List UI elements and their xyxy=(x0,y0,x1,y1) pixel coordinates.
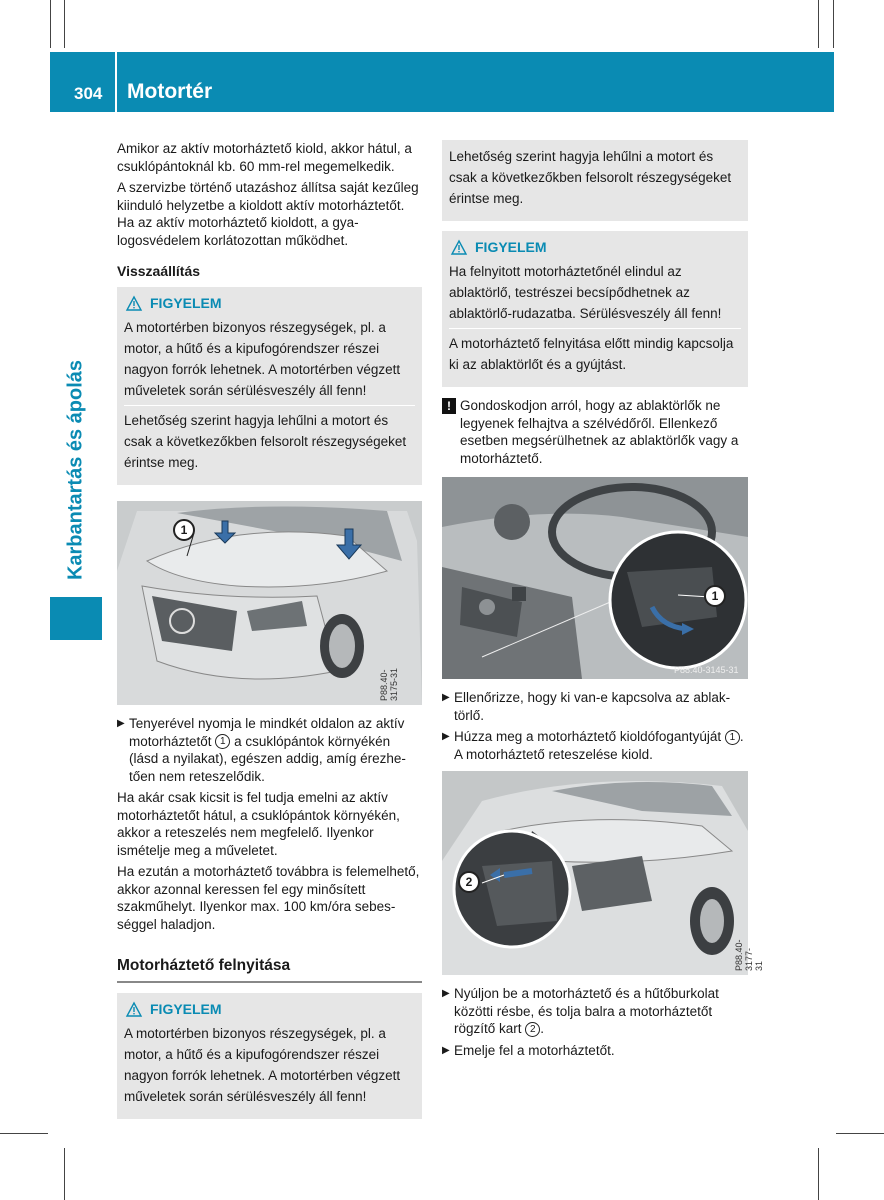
paragraph: Amikor az aktív motorháztető kiold, akkor hátul, a csuklópántoknál kb. 60 mm-rel megemelkedik. xyxy=(117,141,412,174)
figure-hood-lever xyxy=(442,771,764,975)
paragraph: Ha akár csak kicsit is fel tudja emelni az aktív motorháztetőt hátul, a csuklópántok környékén, akkor a reteszelés nem megfelelő. Ilyenkor ismételje meg a műveletet. xyxy=(117,790,400,858)
callout-2: 2 xyxy=(458,871,480,893)
chapter-tab xyxy=(50,340,102,640)
notice-text: Gondoskodjon arról, hogy az ablaktörlők ne legyenek felhajtva a szélvédőről. Ellenkező esetben megsérülhetnek az ablaktörlők vagy a motorháztető. xyxy=(460,398,739,466)
left-column xyxy=(117,140,422,1129)
callout-1: 1 xyxy=(173,519,195,541)
right-column xyxy=(442,140,764,1063)
page-number: 304 xyxy=(74,84,103,103)
instruction-step: ▶ Tenyerével nyomja le mindkét oldalon az aktív motorháztetőt 1 a csuklópántok környékén (lásd a nyilakat), egészen addig, amíg érezhetően nem reteszelődik. xyxy=(117,716,406,784)
figure-code: P88.40-3177-31 xyxy=(734,939,764,971)
page-title: Motortér xyxy=(127,80,213,103)
instruction-step: ▶ Húzza meg a motorháztető kioldófogantyúját 1 . xyxy=(442,729,744,744)
warning-text: Lehetőség szerint hagyja lehűlni a motort és csak a következőkben felsorolt részegységeket érintse meg. xyxy=(124,405,415,473)
figure-hood-press xyxy=(117,501,422,705)
reference-number: 1 xyxy=(215,734,230,749)
warning-box xyxy=(117,287,422,485)
warning-triangle-icon xyxy=(126,296,142,311)
warning-box xyxy=(442,231,748,387)
bullet-arrow-icon: ▶ xyxy=(442,731,450,742)
car-illustration xyxy=(442,771,748,975)
warning-title: FIGYELEM xyxy=(150,1001,222,1017)
crop-mark xyxy=(818,0,819,48)
figure-code: P88.40-3175-31 xyxy=(379,667,399,701)
bullet-arrow-icon: ▶ xyxy=(442,988,450,999)
warning-text: A motortérben bizonyos részegységek, pl. a motor, a hűtő és a kipufogórendszer részei nagyon forrók lehetnek. A motortérben végzett műveletek során sérülésveszély áll fenn! xyxy=(124,320,401,398)
warning-continuation-box xyxy=(442,140,748,221)
exclamation-icon: ! xyxy=(442,398,456,414)
crop-mark xyxy=(818,1148,819,1200)
crop-mark xyxy=(833,0,834,48)
car-illustration xyxy=(117,501,422,705)
crop-mark xyxy=(64,1148,65,1200)
bullet-arrow-icon: ▶ xyxy=(442,1044,450,1056)
warning-text: Ha felnyitott motorháztetőnél elindul az ablaktörlő, testrészei becsípődhetnek az ablaktörlő-rudazatba. Sérülésveszély áll fenn! xyxy=(449,264,722,321)
bullet-arrow-icon: ▶ xyxy=(117,718,125,729)
warning-text: A motorháztető felnyitása előtt mindig kapcsolja ki az ablaktörlőt és a gyújtást. xyxy=(449,328,741,375)
instruction-step: ▶ Nyúljon be a motorháztető és a hűtőburkolat közötti résbe, és tolja balra a motorháztetőt rögzítő kart 2 . xyxy=(442,986,719,1036)
paragraph: Ha ezután a motorháztető továbbra is felemelhető, akkor azonnal keressen fel egy minősített szakműhelyt. Ilyenkor max. 100 km/óra sebességgel haladjon. xyxy=(117,864,420,932)
crop-mark xyxy=(836,1133,884,1134)
warning-triangle-icon xyxy=(126,1002,142,1017)
crop-mark xyxy=(0,1133,48,1134)
section-heading-open-hood: Motorháztető felnyitása xyxy=(117,957,422,983)
instruction-step: ▶ Ellenőrizze, hogy ki van-e kapcsolva az ablaktörlő. xyxy=(442,690,731,723)
paragraph: A szervizbe történő utazáshoz állítsa saját kezűleg kiinduló helyzetbe a kioldott aktív motorháztetőt. Ha az aktív motorháztető kioldott, a gyalogosvédelem korlátozottan működhet. xyxy=(117,180,419,248)
notice xyxy=(442,397,748,467)
warning-triangle-icon xyxy=(451,240,467,255)
chapter-tab-label: Karbantartás és ápolás xyxy=(64,359,87,581)
warning-box xyxy=(117,993,422,1119)
crop-mark xyxy=(64,0,65,48)
chapter-tab-marker xyxy=(50,597,102,640)
instruction-step: ▶ Emelje fel a motorháztetőt. xyxy=(442,1042,615,1058)
warning-title: FIGYELEM xyxy=(150,295,222,311)
figure-code: P88.40-3145-31 xyxy=(674,665,739,675)
warning-title: FIGYELEM xyxy=(475,239,547,255)
figure-release-handle xyxy=(442,477,748,679)
warning-text: Lehetőség szerint hagyja lehűlni a motort és csak a következőkben felsorolt részegységeket érintse meg. xyxy=(449,149,732,206)
reference-number: 1 xyxy=(725,730,740,745)
warning-text: A motortérben bizonyos részegységek, pl. a motor, a hűtő és a kipufogórendszer részei nagyon forrók lehetnek. A motortérben végzett műveletek során sérülésveszély áll fenn! xyxy=(124,1026,401,1104)
header-divider xyxy=(115,52,117,112)
crop-mark xyxy=(50,0,51,48)
interior-illustration xyxy=(442,477,748,679)
bullet-arrow-icon: ▶ xyxy=(442,692,450,703)
result-text: A motorháztető reteszelése kiold. xyxy=(454,746,653,762)
callout-1: 1 xyxy=(704,585,726,607)
reference-number: 2 xyxy=(525,1022,540,1037)
subheading-reset: Visszaállítás xyxy=(117,263,201,279)
